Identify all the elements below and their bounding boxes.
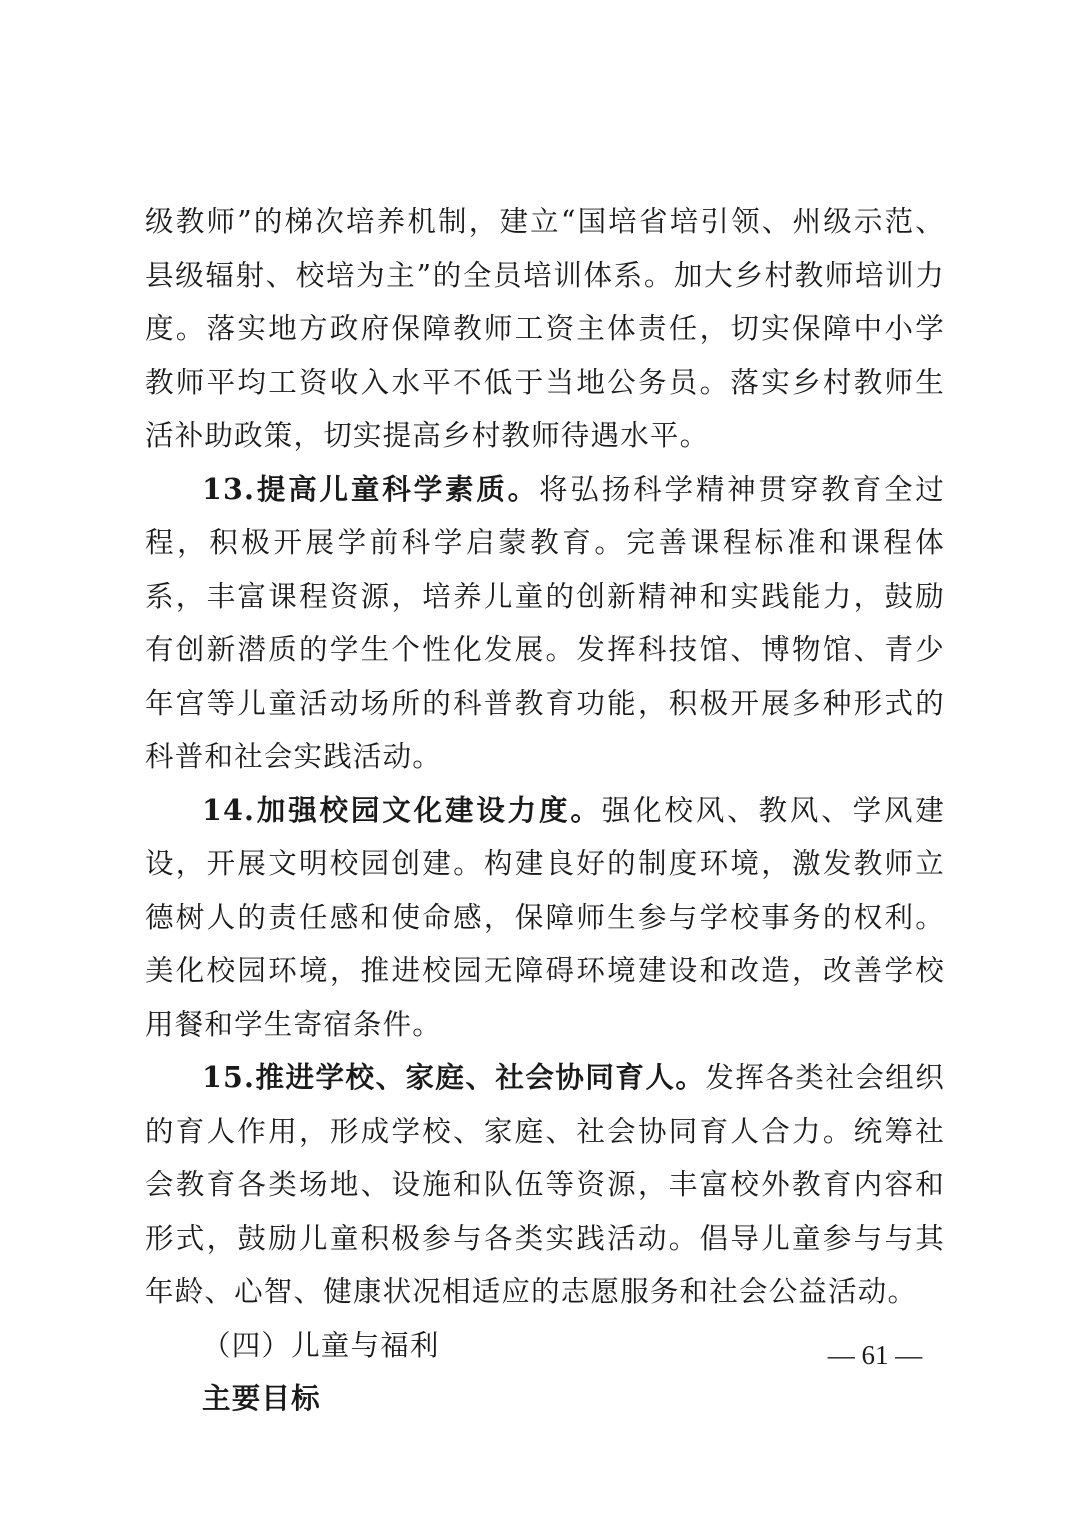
- paragraph-text: 强化校风、教风、学风建设，开展文明校园创建。构建良好的制度环境，激发教师立德树人的责任感和使命感，保障师生参与学校事务的权利。美化校园环境，推进校园无障碍环境建设和改造，改善学校用餐和学生寄宿条件。: [145, 793, 945, 1041]
- paragraph-text: 将弘扬科学精神贯穿教育全过程，积极开展学前科学启蒙教育。完善课程标准和课程体系，丰富课程资源，培养儿童的创新精神和实践能力，鼓励有创新潜质的学生个性化发展。发挥科技馆、博物馆、青少年宫等儿童活动场所的科普教育功能，积极开展多种形式的科普和社会实践活动。: [145, 472, 946, 773]
- paragraph-lead: 14.加强校园文化建设力度。: [202, 792, 602, 827]
- paragraph-continued: [145, 195, 945, 463]
- page-body: [145, 195, 945, 1426]
- paragraph-item-14: [145, 784, 945, 1052]
- paragraph-text: 级教师”的梯次培养机制，建立“国培省培引领、州级示范、县级辐射、校培为主”的全员培训体系。加大乡村教师培训力度。落实地方政府保障教师工资主体责任，切实保障中小学教师平均工资收入水平不低于当地公务员。落实乡村教师生活补助政策，切实提高乡村教师待遇水平。: [145, 205, 945, 452]
- paragraph-lead: 13.提高儿童科学素质。: [202, 471, 540, 506]
- subheading: 主要目标: [202, 1381, 321, 1415]
- page-number: — 61 —: [827, 1340, 923, 1370]
- section-heading: （四）儿童与福利: [202, 1328, 440, 1362]
- paragraph-text: 发挥各类社会组织的育人作用，形成学校、家庭、社会协同育人合力。统筹社会教育各类场地、设施和队伍等资源，丰富校外教育内容和形式，鼓励儿童积极参与各类实践活动。倡导儿童参与与其年龄、心智、健康状况相适应的志愿服务和社会公益活动。: [145, 1061, 946, 1308]
- paragraph-item-15: [145, 1051, 945, 1319]
- paragraph-lead: 15.推进学校、家庭、社会协同育人。: [202, 1060, 706, 1094]
- paragraph-item-13: [145, 463, 945, 784]
